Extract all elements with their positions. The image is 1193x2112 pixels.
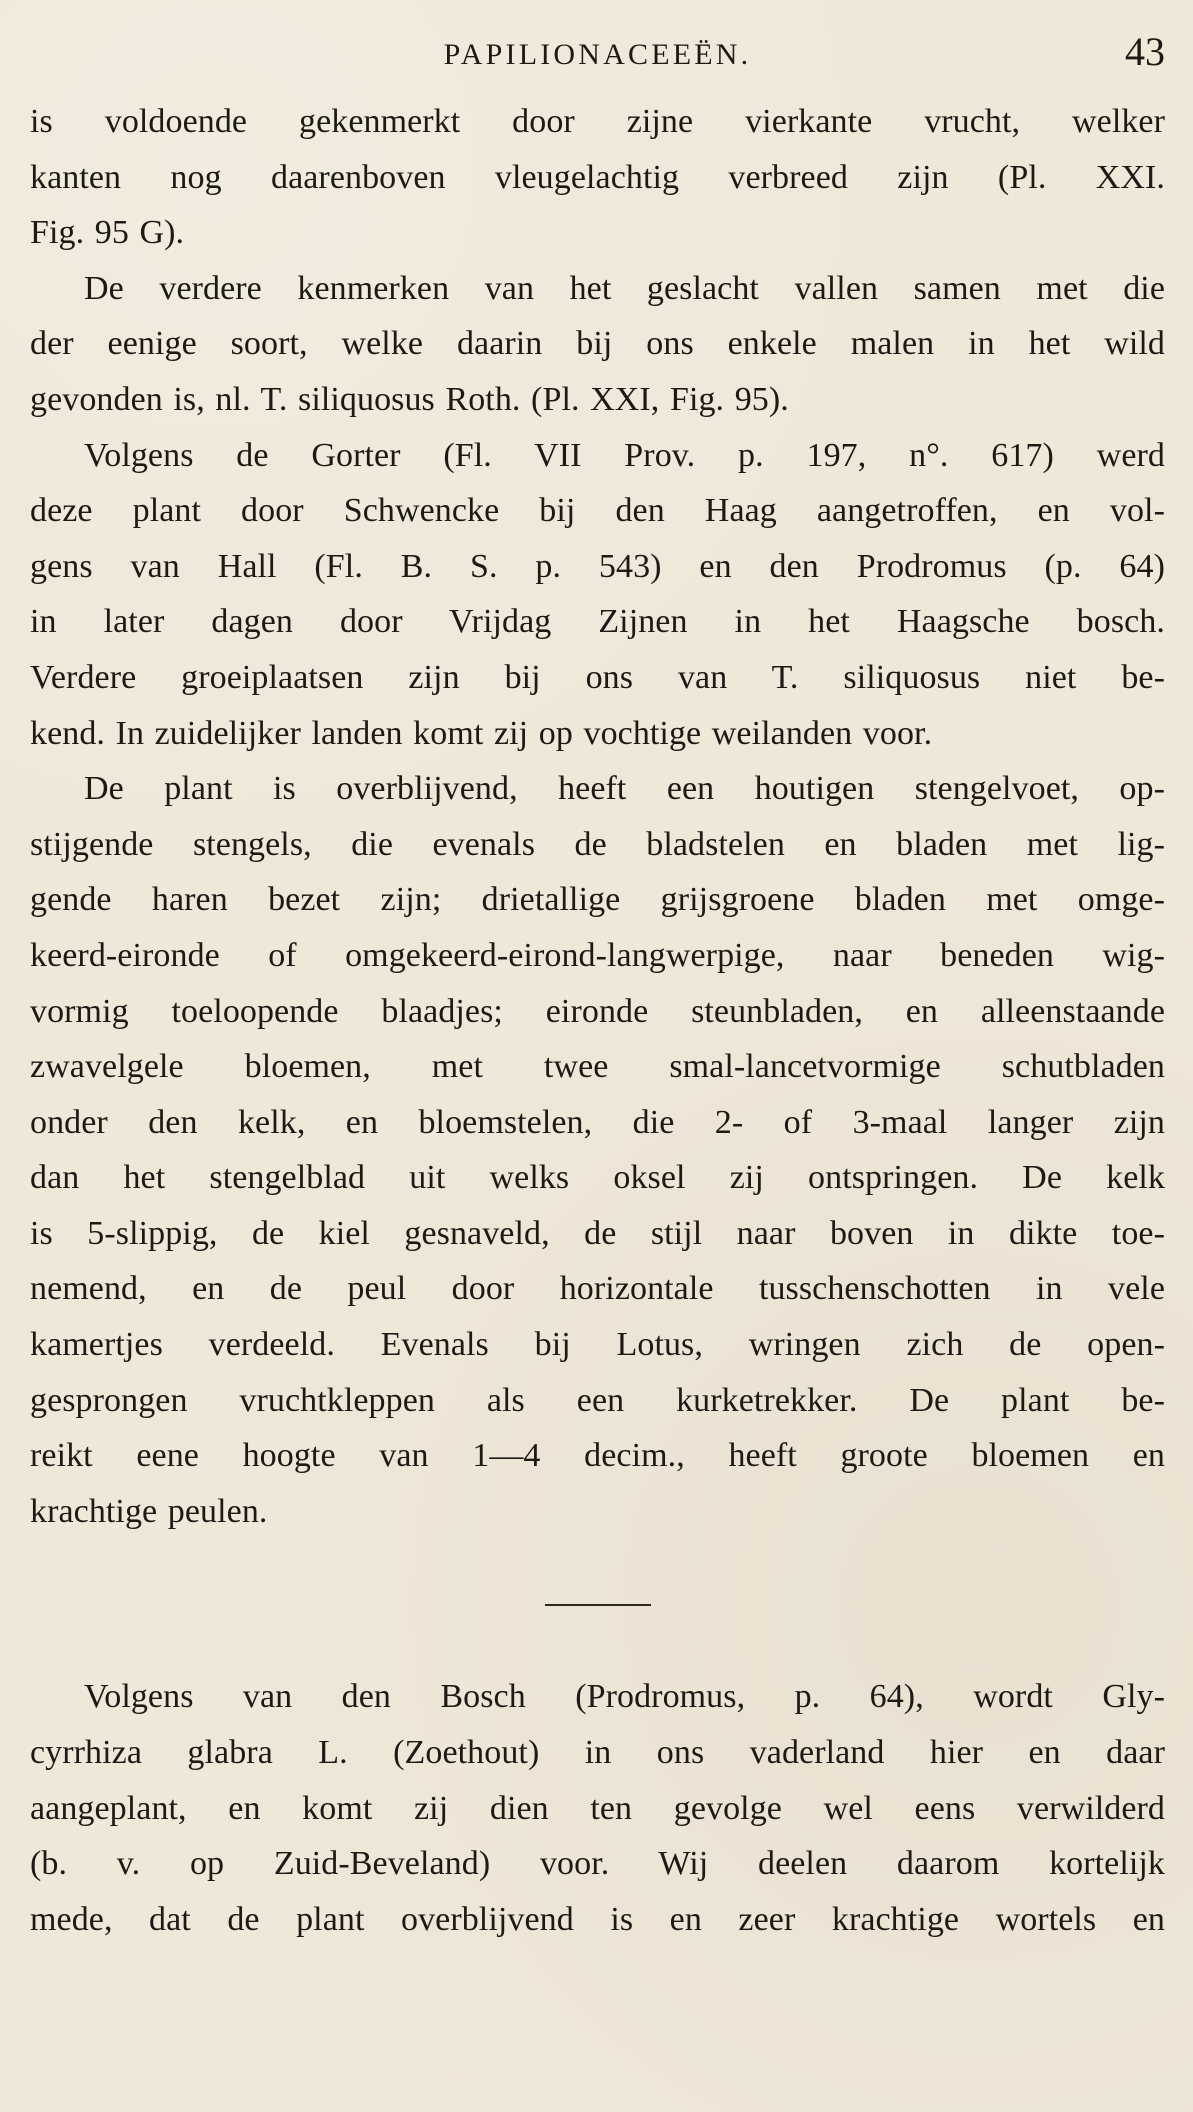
text-line: kend. In zuidelijker landen komt zij op vochtige weilanden voor.	[30, 714, 933, 752]
page-number: 43	[1125, 29, 1165, 74]
text-line: deze plant door Schwencke bij den Haag aangetroffen, en vol-	[30, 492, 1165, 530]
text-line: aangeplant, en komt zij dien ten gevolge wel eens verwilderd	[30, 1789, 1165, 1827]
running-head	[30, 28, 1165, 86]
text-line: Verdere groeiplaatsen zijn bij ons van T. siliquosus niet be-	[30, 658, 1165, 696]
text-line: krachtige peulen.	[30, 1492, 268, 1530]
text-line: onder den kelk, en bloemstelen, die 2- of 3-maal langer zijn	[30, 1103, 1165, 1141]
text-line: dan het stengelblad uit welks oksel zij ontspringen. De kelk	[30, 1159, 1165, 1197]
text-line: Volgens de Gorter (Fl. VII Prov. p. 197, n°. 617) werd	[84, 436, 1165, 474]
text-line: mede, dat de plant overblijvend is en zeer krachtige wortels en	[30, 1900, 1165, 1938]
section-separator	[30, 1539, 1165, 1669]
text-line: kamertjes verdeeld. Evenals bij Lotus, wringen zich de open-	[30, 1326, 1165, 1364]
text-line: Volgens van den Bosch (Prodromus, p. 64), wordt Gly-	[84, 1678, 1165, 1716]
text-line: De plant is overblijvend, heeft een houtigen stengelvoet, op-	[84, 770, 1165, 808]
text-line: stijgende stengels, die evenals de bladstelen en bladen met lig-	[30, 825, 1165, 863]
separator-rule	[545, 1604, 651, 1606]
text-line: is 5-slippig, de kiel gesnaveld, de stijl naar boven in dikte toe-	[30, 1214, 1165, 1252]
text-line: gende haren bezet zijn; drietallige grijsgroene bladen met omge-	[30, 881, 1165, 919]
text-line: cyrrhiza glabra L. (Zoethout) in ons vaderland hier en daar	[30, 1734, 1165, 1772]
text-line: De verdere kenmerken van het geslacht vallen samen met die	[84, 269, 1165, 307]
text-line: zwavelgele bloemen, met twee smal-lancetvormige schutbladen	[30, 1048, 1165, 1086]
text-line: keerd-eironde of omgekeerd-eirond-langwerpige, naar beneden wig-	[30, 936, 1165, 974]
text-line: is voldoende gekenmerkt door zijne vierkante vrucht, welker	[30, 103, 1165, 140]
text-line: gens van Hall (Fl. B. S. p. 543) en den Prodromus (p. 64)	[30, 547, 1165, 585]
text-line: (b. v. op Zuid-Beveland) voor. Wij deelen daarom kortelijk	[30, 1845, 1165, 1883]
main-text	[30, 94, 1165, 1947]
text-line: kanten nog daarenboven vleugelachtig verbreed zijn (Pl. XXI.	[30, 158, 1165, 196]
text-line: vormig toeloopende blaadjes; eironde steunbladen, en alleenstaande	[30, 992, 1165, 1030]
text-line: der eenige soort, welke daarin bij ons enkele malen in het wild	[30, 325, 1165, 363]
text-line: Fig. 95 G).	[30, 214, 185, 252]
text-line: nemend, en de peul door horizontale tusschenschotten in vele	[30, 1270, 1165, 1308]
text-line: in later dagen door Vrijdag Zijnen in het Haagsche bosch.	[30, 603, 1165, 641]
text-line: gesprongen vruchtkleppen als een kurketrekker. De plant be-	[30, 1381, 1165, 1419]
running-title: PAPILIONACEEËN.	[443, 38, 752, 71]
text-line: reikt eene hoogte van 1—4 decim., heeft groote bloemen en	[30, 1437, 1165, 1475]
text-line: gevonden is, nl. T. siliquosus Roth. (Pl. XXI, Fig. 95).	[30, 380, 789, 418]
